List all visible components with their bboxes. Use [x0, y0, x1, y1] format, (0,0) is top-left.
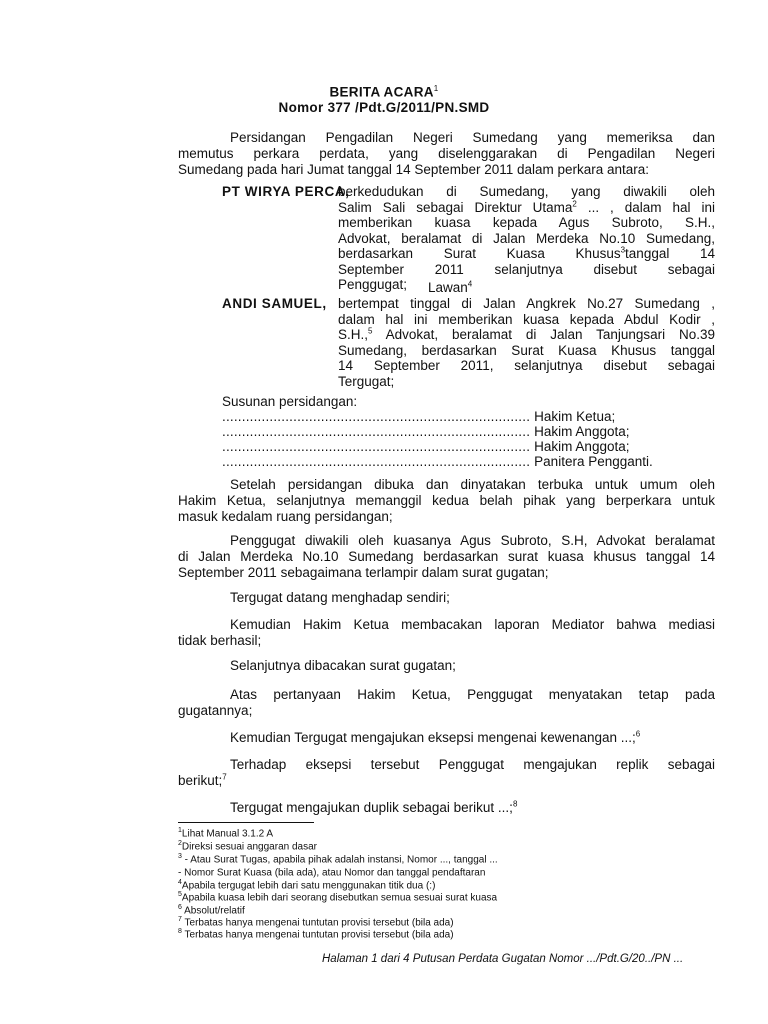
plaintiff-description: [338, 184, 715, 293]
footnote-text: - Nomor Surat Kuasa (bila ada), atau Nomor dan tanggal pendaftaran: [178, 867, 486, 879]
footnote-ref-3: 3: [620, 245, 626, 255]
plaintiff-name: PT WIRYA PERCA,: [222, 184, 350, 199]
signature-dots: ..............................................................................: [222, 424, 531, 439]
footnote-text: Apabila tergugat lebih dari satu menggunakan titik dua (:): [181, 880, 436, 892]
plaintiff-line: berkedudukan di Sumedang, yang diwakili oleh: [338, 184, 715, 199]
defendant-line: Sumedang, berdasarkan Surat Kuasa Khusus tanggal: [338, 342, 715, 358]
footnote-number: 7: [178, 916, 182, 923]
paragraph-plaintiff-representation: [178, 533, 715, 581]
document-title: [0, 84, 768, 100]
paragraph-line: Setelah persidangan dibuka dan dinyatakan terbuka untuk umum oleh: [230, 477, 715, 492]
paragraph-line: Kemudian Hakim Ketua membacakan laporan Mediator bahwa mediasi: [230, 617, 715, 632]
plaintiff-line-text: Salim Sali sebagai Direktur Utama: [338, 199, 573, 215]
paragraph-line: Tergugat mengajukan duplik sebagai berikut ...;: [230, 800, 513, 815]
court-member-row: [222, 409, 615, 424]
court-member-row: [222, 424, 629, 439]
footnote-number: 1: [178, 827, 182, 834]
plaintiff-line: September 2011 selanjutnya disebut sebagai: [338, 261, 715, 277]
defendant-name: ANDI SAMUEL,: [222, 296, 327, 311]
footnote-number: 2: [178, 840, 182, 847]
footnote-ref-5: 5: [368, 326, 373, 336]
paragraph-line: tidak berhasil;: [178, 633, 262, 648]
paragraph-line: Selanjutnya dibacakan surat gugatan;: [230, 658, 456, 673]
court-member-row: [222, 439, 629, 454]
footnote-number: 5: [178, 891, 182, 898]
paragraph-defendant-present: [178, 590, 715, 606]
page-footer: Halaman 1 dari 4 Putusan Perdata Gugatan Nomor .../Pdt.G/20../PN ...: [322, 953, 684, 965]
footnote-text: - Atau Surat Tugas, apabila pihak adalah instansi, Nomor ..., tanggal ...: [181, 854, 498, 866]
paragraph-line: September 2011 sebagaimana terlampir dalam surat gugatan;: [178, 565, 549, 580]
footnote: [178, 926, 454, 941]
footnote-ref-4: 4: [467, 279, 473, 289]
versus-text: Lawan: [428, 280, 468, 295]
paragraph-line: masuk kedalam ruang persidangan;: [178, 509, 393, 524]
paragraph-line: Terhadap eksepsi tersebut Penggugat mengajukan replik sebagai: [230, 757, 715, 772]
plaintiff-line-text: berdasarkan Surat Kuasa Khusus: [338, 246, 621, 261]
plaintiff-line-tail: tanggal 14: [625, 246, 716, 261]
footnote-number: 8: [178, 928, 182, 935]
footnote-ref-6: 6: [635, 729, 641, 739]
intro-line: memutus perkara perdata, yang diselenggarakan di Pengadilan Negeri: [178, 146, 715, 161]
footnote-text: Apabila kuasa lebih dari seorang disebutkan semua sesuai surat kuasa: [181, 892, 498, 904]
court-role: Panitera Pengganti.: [534, 454, 653, 469]
paragraph-line: Penggugat diwakili oleh kuasanya Agus Subroto, S.H, Advokat beralamat: [230, 533, 715, 548]
defendant-line-text: Advokat, beralamat di Jalan Tanjungsari No.39: [372, 327, 715, 342]
court-role: Hakim Anggota;: [534, 424, 630, 439]
paragraph-line: Kemudian Tergugat mengajukan eksepsi mengenai kewenangan ...;: [230, 730, 636, 745]
plaintiff-line: memberikan kuasa kepada Agus Subroto, S.H.,: [338, 215, 715, 230]
footnote-text: Lihat Manual 3.1.2 A: [181, 828, 274, 840]
versus-label: [428, 280, 472, 295]
title-footnote-ref: 1: [433, 84, 439, 93]
footnote-ref-7: 7: [222, 772, 227, 782]
paragraph-line: Atas pertanyaan Hakim Ketua, Penggugat menyatakan tetap pada: [230, 687, 715, 702]
defendant-line-text: S.H.,: [338, 327, 369, 342]
footnote-number: 4: [178, 879, 182, 886]
defendant-description: [338, 296, 715, 389]
footnote-separator: [178, 822, 314, 823]
paragraph-line: gugatannya;: [178, 703, 253, 718]
footnote-text: Direksi sesuai anggaran dasar: [181, 841, 317, 853]
court-role: Hakim Ketua;: [534, 409, 616, 424]
plaintiff-line: Advokat, beralamat di Jalan Merdeka No.10 Sumedang,: [338, 230, 715, 246]
defendant-line: dalam hal ini memberikan kuasa kepada Abdul Kodir ,: [338, 311, 715, 327]
intro-line: Sumedang pada hari Jumat tanggal 14 September 2011 dalam perkara antara:: [178, 162, 650, 177]
paragraph-line: Hakim Ketua, selanjutnya memanggil kedua belah pihak yang berperkara untuk: [178, 493, 715, 508]
footnote-text: Absolut/relatif: [181, 905, 245, 917]
plaintiff-line: [338, 200, 715, 216]
intro-line: Persidangan Pengadilan Negeri Sumedang yang memeriksa dan: [230, 130, 715, 145]
title-text: BERITA ACARA: [329, 84, 434, 100]
paragraph-claim-read: [178, 658, 715, 674]
paragraph-duplik: [178, 800, 715, 816]
signature-dots: ..............................................................................: [222, 439, 531, 454]
signature-dots: ..............................................................................: [222, 409, 531, 424]
paragraph-mediation: [178, 617, 715, 649]
defendant-line: Tergugat;: [338, 373, 395, 389]
defendant-line: [338, 327, 715, 343]
footnote-text: Terbatas hanya mengenai tuntutan provisi tersebut (bila ada): [181, 929, 454, 941]
footnote-text: Terbatas hanya mengenai tuntutan provisi tersebut (bila ada): [181, 917, 454, 929]
plaintiff-line: [338, 246, 715, 262]
paragraph-line: berikut;: [178, 773, 223, 788]
footnote-number: 3: [178, 853, 182, 860]
defendant-line: 14 September 2011, selanjutnya disebut sebagai: [338, 358, 715, 373]
paragraph-exception: [178, 730, 715, 746]
court-role: Hakim Anggota;: [534, 439, 630, 454]
court-member-row: [222, 454, 653, 469]
footnote-number: 6: [178, 904, 182, 911]
plaintiff-line: Penggugat;: [338, 277, 408, 292]
court-composition-heading: Susunan persidangan:: [222, 394, 358, 409]
footnote-ref-2: 2: [572, 199, 577, 208]
intro-paragraph: [178, 130, 715, 178]
footnote-ref-8: 8: [512, 799, 518, 809]
plaintiff-line-tail: ... , dalam hal ini: [576, 199, 715, 215]
paragraph-line: di Jalan Merdeka No.10 Sumedang berdasarkan surat kuasa khusus tanggal 14: [178, 549, 715, 564]
defendant-line: bertempat tinggal di Jalan Angkrek No.27 Sumedang ,: [338, 296, 715, 311]
paragraph-plaintiff-maintains: [178, 687, 715, 719]
case-number: Nomor 377 /Pdt.G/2011/PN.SMD: [278, 100, 490, 115]
paragraph-line: Tergugat datang menghadap sendiri;: [230, 590, 450, 605]
signature-dots: ..............................................................................: [222, 454, 531, 469]
paragraph-replik: [178, 757, 715, 789]
paragraph-opening: [178, 477, 715, 525]
